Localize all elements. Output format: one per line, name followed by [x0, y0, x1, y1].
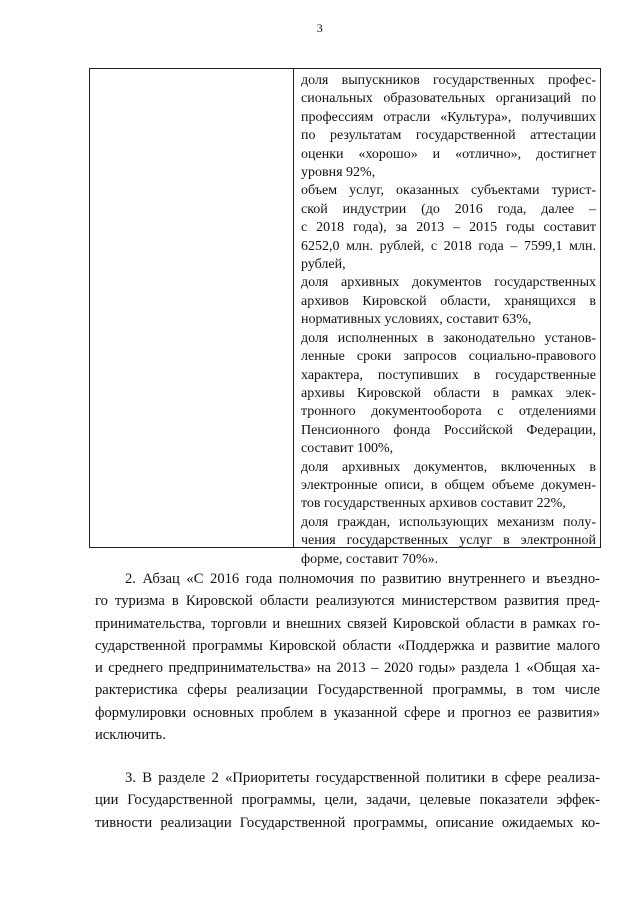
table-text-line: характера, поступивших в государственные [301, 367, 596, 383]
table-text-line: ской индустрии (до 2016 года, далее – [301, 201, 596, 217]
table-text-line: тов государственных архивов составит 22%, [301, 496, 566, 512]
table-text-line: 6252,0 млн. рублей, с 2018 года – 7599,1 млн. [301, 238, 596, 254]
paragraph-line: го туризма в Кировской области реализуются министерством развития пред- [95, 593, 600, 610]
amendment-table [89, 68, 601, 567]
table-text-line: форме, составит 70%». [301, 551, 439, 567]
paragraph-2 [95, 568, 600, 746]
table-text-line: архивов Кировской области, хранящихся в [301, 293, 596, 309]
table-text-line: профессиям отрасли «Культура», получивших [301, 109, 596, 125]
table-text-line: с 2018 года), за 2013 – 2015 годы составит [301, 220, 596, 236]
table-text-line: чения государственных услуг в электронной [301, 533, 596, 549]
table-right-cell [294, 69, 600, 567]
table-text-line: ленные сроки запросов социально-правового [301, 349, 596, 365]
paragraph-3 [95, 767, 600, 834]
table-text-line: по результатам государственной аттестации [301, 128, 596, 144]
paragraph-line: исключить. [95, 727, 166, 744]
paragraph-line: и среднего предпринимательства» на 2013 – 2020 годы» раздела 1 «Общая ха- [95, 660, 600, 677]
table-text-line: сиональных образовательных организаций по [301, 91, 596, 107]
table-text-line: доля архивных документов государственных [301, 275, 596, 291]
table-text-line: доля архивных документов, включенных в [301, 459, 596, 475]
table-text-line: тронного документооборота с отделениями [301, 404, 596, 420]
paragraph-line: формулировки основных проблем в указанной сфере и прогноз ее развития» [95, 704, 600, 721]
table-text-line: составит 100%, [301, 441, 394, 457]
paragraph-line: 3. В разделе 2 «Приоритеты государственной политики в сфере реализа- [125, 770, 600, 786]
table-text-line: рублей, [301, 257, 346, 273]
table-text-line: объем услуг, оказанных субъектами турист- [301, 183, 596, 199]
table-left-cell [90, 69, 294, 547]
paragraph-line: тивности реализации Государственной программы, описание ожидаемых ко- [95, 814, 600, 831]
paragraph-line: 2. Абзац «С 2016 года полномочия по развитию внутреннего и въездно- [125, 571, 600, 587]
paragraph-line: рактеристика сферы реализации Государственной программы, в том числе [95, 682, 600, 699]
table-text-line: Пенсионного фонда Российской Федерации, [301, 422, 596, 438]
table-text-line: доля граждан, использующих механизм полу- [301, 514, 596, 530]
table-text-line: нормативных условиях, составит 63%, [301, 312, 532, 328]
table-text-line: доля исполненных в законодательно установ- [301, 330, 596, 346]
paragraph-line: сударственной программы Кировской области «Поддержка и развитие малого [95, 637, 600, 654]
paragraph-line: принимательства, торговли и внешних связей Кировской области в рамках го- [95, 615, 600, 632]
page-number: 3 [316, 21, 324, 35]
paragraph-line: ции Государственной программы, цели, задачи, целевые показатели эффек- [95, 792, 600, 809]
table-text-line: доля выпускников государственных профес- [301, 73, 596, 88]
table-text-line: электронные описи, в общем объеме докумен- [301, 477, 596, 493]
table-text-line: оценки «хорошо» и «отлично», достигнет [301, 146, 596, 162]
table-text-line: уровня 92%, [301, 165, 376, 181]
table-text-line: архивы Кировской области в рамках элек- [301, 385, 596, 401]
